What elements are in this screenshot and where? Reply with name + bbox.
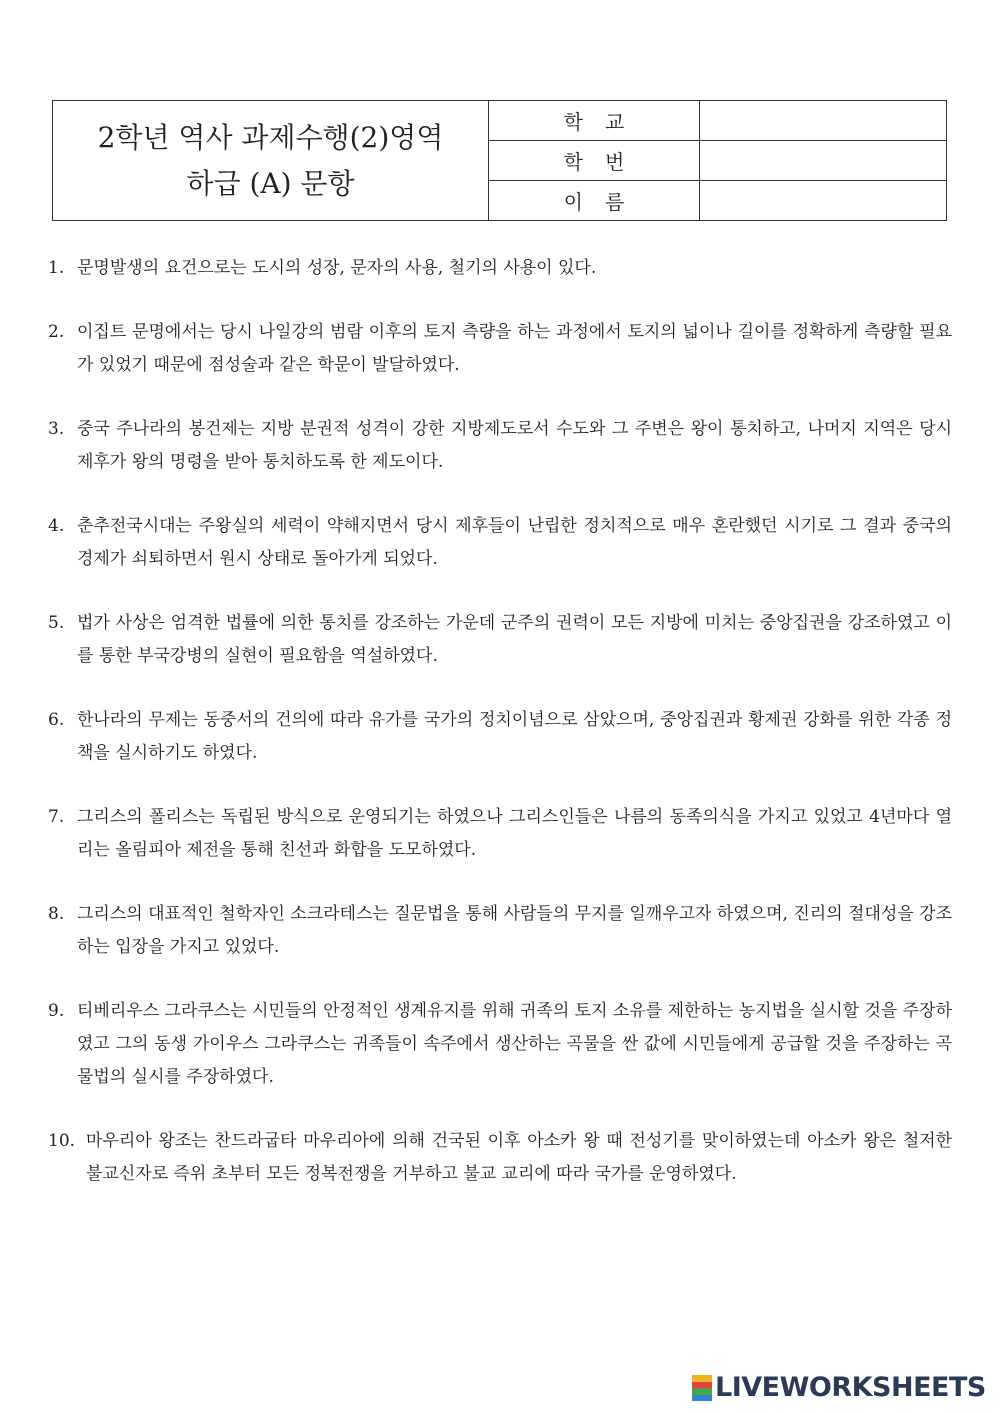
logo-text: LIVEWORKSHEETS — [715, 1372, 986, 1403]
worksheet-title — [53, 101, 489, 221]
title-line-2: 하급 (A) 문항 — [186, 166, 355, 200]
question-text: 이집트 문명에서는 당시 나일강의 범람 이후의 토지 측량을 하는 과정에서 토지의 넓이나 길이를 정확하게 측량할 필요가 있었기 때문에 점성술과 같은 학문이 발달하였다. — [77, 322, 952, 375]
school-cell — [700, 101, 947, 141]
question-text: 마우리아 왕조는 찬드라굽타 마우리아에 의해 건국된 이후 아소카 왕 때 전성기를 맞이하였는데 아소카 왕은 철저한 불교신자로 즉위 초부터 모든 정복전쟁을 거부하고 불교 교리에 따라 국가를 운영하였다. — [86, 1131, 952, 1184]
question-item — [48, 252, 952, 285]
question-text: 춘추전국시대는 주왕실의 세력이 약해지면서 당시 제후들이 난립한 정치적으로 매우 혼란했던 시기로 그 결과 중국의 경제가 쇠퇴하면서 원시 상태로 돌아가게 되었다. — [77, 516, 952, 569]
question-text: 중국 주나라의 봉건제는 지방 분권적 성격이 강한 지방제도로서 수도와 그 주변은 왕이 통치하고, 나머지 지역은 당시 제후가 왕의 명령을 받아 통치하도록 한 제도이다. — [77, 419, 952, 472]
question-number: 4. — [48, 516, 65, 536]
student-number-label: 학번 — [489, 141, 700, 181]
school-label: 학교 — [489, 101, 700, 141]
liveworksheets-logo-icon — [692, 1375, 712, 1401]
question-text: 문명발생의 요건으로는 도시의 성장, 문자의 사용, 철기의 사용이 있다. — [77, 258, 597, 278]
name-input[interactable] — [700, 181, 946, 220]
name-label: 이름 — [489, 181, 700, 221]
question-number: 5. — [48, 613, 65, 633]
question-item — [48, 607, 952, 673]
question-item — [48, 995, 952, 1094]
question-text: 티베리우스 그라쿠스는 시민들의 안정적인 생계유지를 위해 귀족의 토지 소유를 제한하는 농지법을 실시할 것을 주장하였고 그의 동생 가이우스 그라쿠스는 귀족들이 속주에서 생산하는 곡물을 싼 값에 시민들에게 공급할 것을 주장하는 곡물법의 실시를 주장하였다. — [77, 1001, 952, 1087]
question-number: 3. — [48, 419, 65, 439]
question-text: 법가 사상은 엄격한 법률에 의한 통치를 강조하는 가운데 군주의 권력이 모든 지방에 미치는 중앙집권을 강조하였고 이를 통한 부국강병의 실현이 필요함을 역설하였다. — [77, 613, 952, 666]
name-cell — [700, 181, 947, 221]
question-text: 그리스의 대표적인 철학자인 소크라테스는 질문법을 통해 사람들의 무지를 일깨우고자 하였으며, 진리의 절대성을 강조하는 입장을 가지고 있었다. — [77, 904, 952, 957]
question-number: 1. — [48, 258, 65, 278]
question-number: 7. — [48, 807, 65, 827]
student-number-cell — [700, 141, 947, 181]
question-item — [48, 413, 952, 479]
school-input[interactable] — [700, 101, 946, 140]
question-number: 9. — [48, 1001, 65, 1021]
question-text: 그리스의 폴리스는 독립된 방식으로 운영되기는 하였으나 그리스인들은 나름의 동족의식을 가지고 있었고 4년마다 열리는 올림피아 제전을 통해 친선과 화합을 도모하였다. — [77, 807, 952, 860]
question-item — [48, 1125, 952, 1191]
question-item — [48, 316, 952, 382]
question-number: 10. — [48, 1131, 76, 1151]
question-number: 6. — [48, 710, 65, 730]
question-number: 2. — [48, 322, 65, 342]
question-number: 8. — [48, 904, 65, 924]
question-item — [48, 510, 952, 576]
question-item — [48, 704, 952, 770]
header-table — [52, 100, 947, 221]
question-list — [48, 252, 952, 1191]
question-text: 한나라의 무제는 동중서의 건의에 따라 유가를 국가의 정치이념으로 삼았으며, 중앙집권과 황제권 강화를 위한 각종 정책을 실시하기도 하였다. — [77, 710, 952, 763]
liveworksheets-logo — [692, 1374, 986, 1402]
question-item — [48, 801, 952, 867]
title-line-1: 2학년 역사 과제수행(2)영역 — [97, 120, 444, 154]
question-item — [48, 898, 952, 964]
logo-bar-4 — [692, 1395, 712, 1402]
student-number-input[interactable] — [700, 141, 946, 180]
